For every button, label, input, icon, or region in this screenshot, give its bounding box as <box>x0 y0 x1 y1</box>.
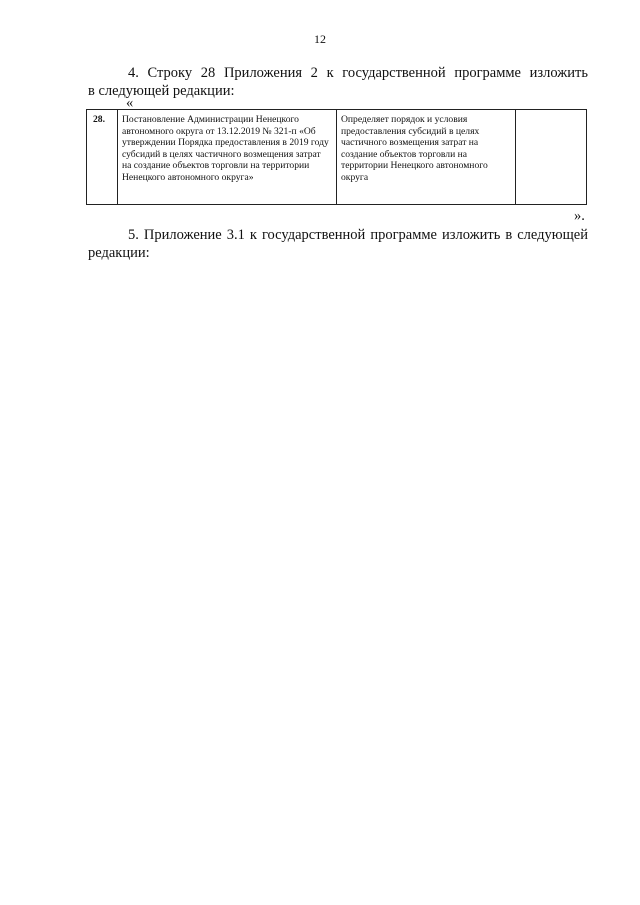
appendix-row-table <box>86 109 587 205</box>
table-row <box>87 110 587 205</box>
empty-cell <box>516 110 587 205</box>
paragraph-item-5 <box>88 226 588 262</box>
opening-quote: « <box>126 95 134 111</box>
paragraph-item-5-continuation: редакции: <box>88 245 150 261</box>
document-name-cell: Постановление Администрации Ненецкого автономного округа от 13.12.2019 № 321-п «Об утверждении Порядка предоставления в 2019 году субсидий в целях частичного возмещения затрат на создание объектов торговли на территории Ненецкого автономного округа» <box>118 110 337 205</box>
closing-quote: ». <box>574 208 585 224</box>
paragraph-item-4 <box>88 64 588 100</box>
row-number-cell: 28. <box>87 110 118 205</box>
paragraph-item-5-first-line: 5. Приложение 3.1 к государственной программе изложить в следующей <box>128 227 588 243</box>
paragraph-item-4-continuation: в следующей редакции: <box>88 83 235 99</box>
description-cell: Определяет порядок и условия предоставления субсидий в целях частичного возмещения затрат на создание объектов торговли на территории Ненецкого автономного округа <box>337 110 516 205</box>
page-number: 12 <box>314 32 326 46</box>
paragraph-item-4-first-line: 4. Строку 28 Приложения 2 к государственной программе изложить <box>128 65 588 81</box>
